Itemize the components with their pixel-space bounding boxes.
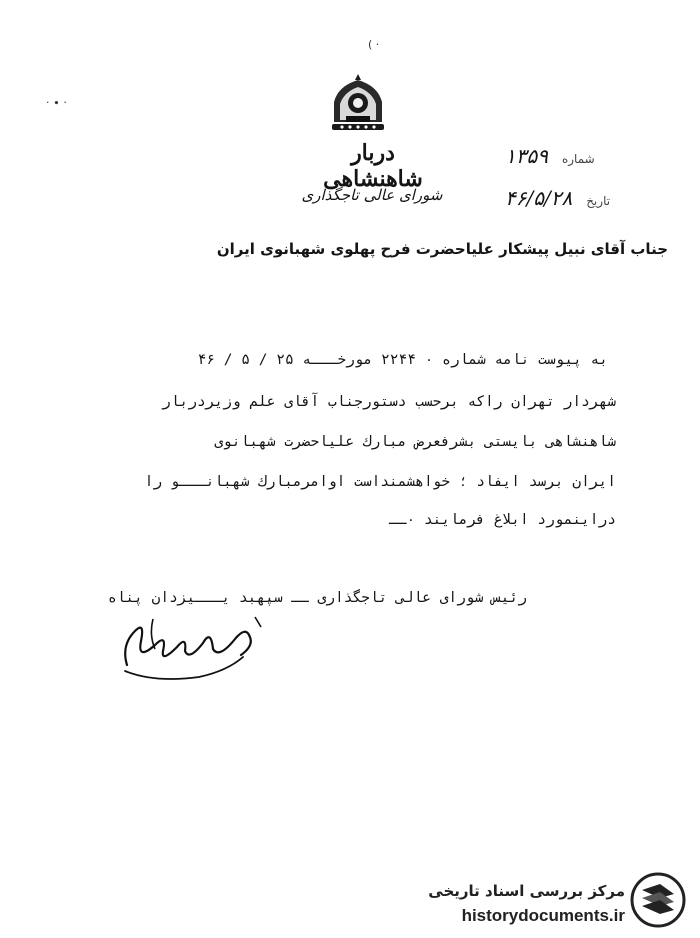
- letter-date-row: [505, 186, 610, 210]
- body-line: شاهنشاهی بایستی بشرفعرض مبارك علیاحضرت شهبانوی: [214, 434, 616, 450]
- body-line: شهردار تهران راکه برحسب دستورجناب آقای علم وزیردربار: [162, 394, 616, 410]
- number-label: شماره: [561, 152, 595, 166]
- archive-center-name: مرکز بررسی اسناد تاریخی: [428, 882, 625, 900]
- royal-crown-emblem-icon: [326, 72, 390, 134]
- court-title: دربار شاهنشاهی: [323, 140, 423, 192]
- date-label: تاریخ: [586, 194, 611, 208]
- letter-number-row: [505, 144, 595, 168]
- signer-title: رئیس شورای عالی تاجگذاری ــ سپهبد یـــیزدان پناه: [107, 590, 527, 606]
- body-line: دراینمورد ابلاغ فرمایند ۰ــ: [389, 512, 616, 528]
- body-line: ایران برسد ایفاد ؛ خواهشمنداست اوامرمبارك شهبانـــو را: [144, 474, 616, 490]
- addressee-line: جناب آقای نبیل پیشکار علیاحضرت فرح پهلوی شهبانوی ایران: [216, 240, 668, 258]
- archive-center-logo-icon: [630, 872, 686, 928]
- council-subtitle: شورای عالی تاجگذاری: [301, 186, 443, 204]
- handwritten-signature-icon: [115, 605, 275, 685]
- archive-url: historydocuments.ir: [461, 906, 625, 925]
- scan-speck: ( ·: [368, 38, 380, 51]
- number-value: ۱۳۵۹: [505, 144, 548, 168]
- date-value: ۴۶/۵/۲۸: [505, 186, 573, 210]
- body-line: به پیوست نامه شماره ۰ ۲۲۴۴ مورخـــه ۲۵ / ۵ / ۴۶: [197, 352, 608, 368]
- scan-speck: · ∙ ·: [46, 96, 67, 109]
